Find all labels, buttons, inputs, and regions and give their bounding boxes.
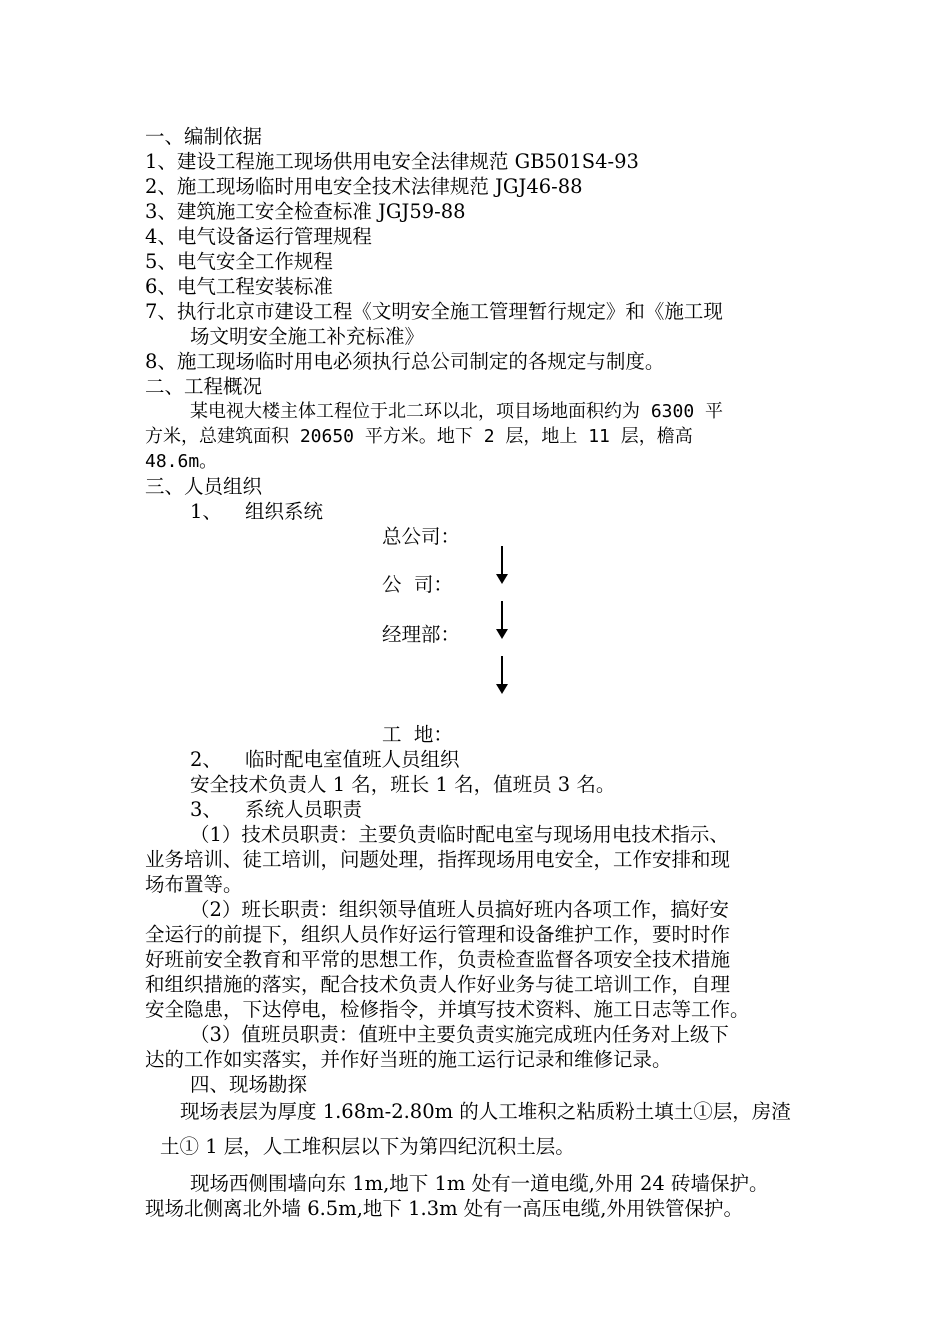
section-heading-personnel: 三、人员组织	[145, 475, 263, 498]
basis-item: 8、施工现场临时用电必须执行总公司制定的各规定与制度。	[145, 350, 665, 373]
subsection-title: 组织系统	[245, 500, 324, 523]
duty-technician-line: 场布置等。	[145, 873, 243, 896]
down-arrow-icon	[494, 546, 510, 584]
duty-technician-line: 业务培训、徒工培训，问题处理，指挥现场用电安全，工作安排和现	[145, 848, 731, 871]
org-level-headquarters: 总公司：	[382, 525, 461, 548]
duty-technician-line: （1）技术员职责：主要负责临时配电室与现场用电技术指示、	[190, 823, 729, 846]
subsection-title: 系统人员职责	[245, 798, 363, 821]
overview-line: 48.6m。	[145, 451, 218, 472]
duty-staffing-text: 安全技术负责人 1 名，班长 1 名，值班员 3 名。	[190, 773, 616, 796]
basis-item: 3、建筑施工安全检查标准 JGJ59-88	[145, 200, 466, 223]
section-heading-basis: 一、编制依据	[145, 125, 263, 148]
duty-operator-line: 达的工作如实落实，并作好当班的施工运行记录和维修记录。	[145, 1048, 672, 1071]
duty-team-leader-line: 和组织措施的落实，配合技术负责人作好业务与徒工培训工作，自理	[145, 973, 731, 996]
basis-item: 6、电气工程安装标准	[145, 275, 333, 298]
subsection-title: 临时配电室值班人员组织	[245, 748, 460, 771]
survey-line: 现场表层为厚度 1.68m-2.80m 的人工堆积之粘质粉土填土①层，房渣	[180, 1100, 791, 1123]
subsection-number: 3、	[190, 798, 222, 821]
basis-item: 5、电气安全工作规程	[145, 250, 333, 273]
duty-operator-line: （3）值班员职责：值班中主要负责实施完成班内任务对上级下	[190, 1023, 729, 1046]
subsection-number: 1、	[190, 500, 222, 523]
section-heading-overview: 二、工程概况	[145, 375, 263, 398]
org-level-site: 工 地：	[382, 723, 453, 746]
survey-line: 现场北侧离北外墙 6.5m,地下 1.3m 处有一高压电缆,外用铁管保护。	[145, 1197, 743, 1220]
org-level-project-dept: 经理部：	[382, 623, 461, 646]
basis-item-continuation: 场文明安全施工补充标准》	[190, 325, 425, 348]
basis-item: 2、施工现场临时用电安全技术法律规范 JGJ46-88	[145, 175, 583, 198]
duty-team-leader-line: 全运行的前提下，组织人员作好运行管理和设备维护工作，要时时作	[145, 923, 731, 946]
duty-team-leader-line: （2）班长职责：组织领导值班人员搞好班内各项工作，搞好安	[190, 898, 729, 921]
down-arrow-icon	[494, 656, 510, 694]
overview-line: 某电视大楼主体工程位于北二环以北，项目场地面积约为 6300 平	[190, 401, 724, 422]
org-level-company: 公 司：	[382, 573, 453, 596]
survey-line: 现场西侧围墙向东 1m,地下 1m 处有一道电缆,外用 24 砖墙保护。	[190, 1172, 769, 1195]
basis-item: 1、建设工程施工现场供用电安全法律规范 GB501S4-93	[145, 150, 639, 173]
basis-item: 4、电气设备运行管理规程	[145, 225, 372, 248]
basis-item: 7、执行北京市建设工程《文明安全施工管理暂行规定》和《施工现	[145, 300, 723, 323]
down-arrow-icon	[494, 601, 510, 639]
duty-team-leader-line: 安全隐患，下达停电，检修指令，并填写技术资料、施工日志等工作。	[145, 998, 750, 1021]
survey-line: 土① 1 层，人工堆积层以下为第四纪沉积土层。	[160, 1135, 575, 1158]
overview-line: 方米，总建筑面积 20650 平方米。地下 2 层，地上 11 层，檐高	[145, 426, 693, 447]
subsection-number: 2、	[190, 748, 222, 771]
duty-team-leader-line: 好班前安全教育和平常的思想工作，负责检查监督各项安全技术措施	[145, 948, 731, 971]
section-heading-survey: 四、现场勘探	[190, 1073, 308, 1096]
